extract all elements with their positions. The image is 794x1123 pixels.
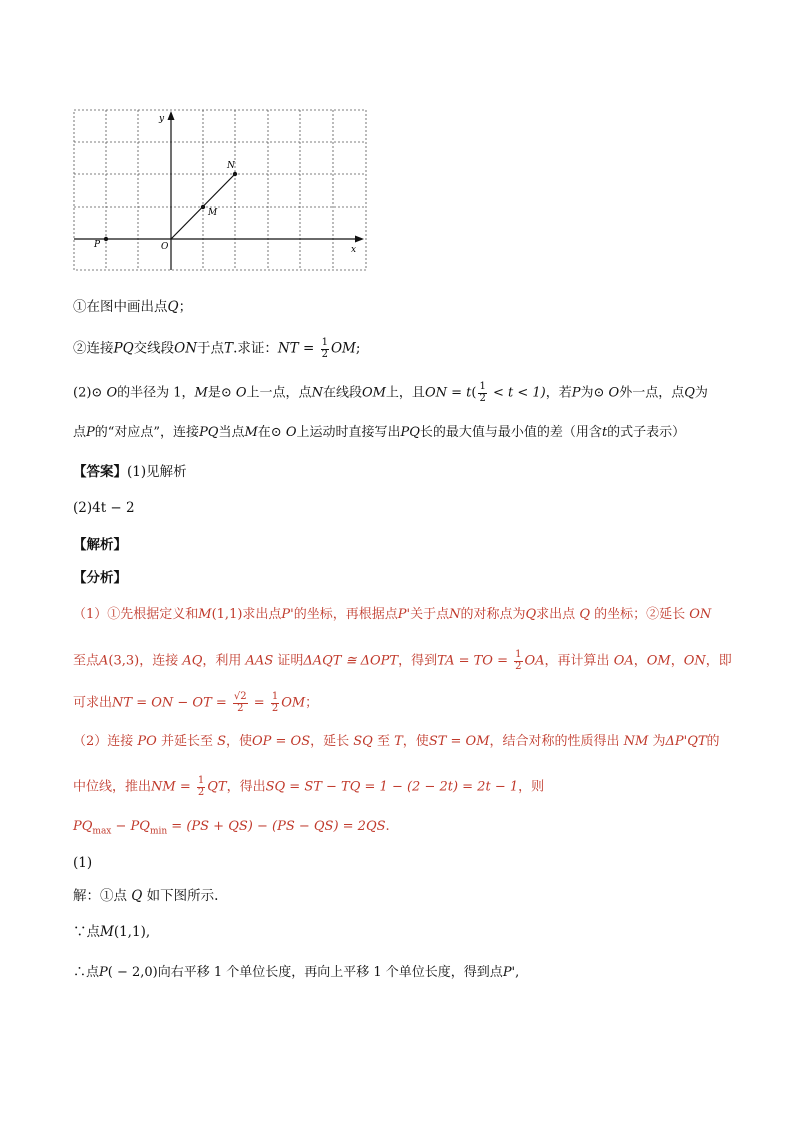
analysis-line-1: （1）①先根据定义和M(1,1)求出点P'的坐标，再根据点P'关于点N的对称点为Q求出点 Q 的坐标；②延长 ON: [73, 607, 712, 622]
point-P: [104, 237, 108, 241]
fraction: $\frac{1}{2}$: [321, 337, 328, 360]
point-M-label: M: [208, 208, 218, 218]
fraction: $\frac{1}{2}$: [271, 691, 279, 714]
fraction: $\frac{1}{2}$: [479, 381, 486, 404]
solution-line-1: 解：①点 Q 如下图所示.: [73, 888, 219, 904]
part-1-label: (1): [73, 855, 93, 871]
answer-line-2: (2)4t − 2: [73, 500, 135, 516]
analysis-line-4: （2）连接 PO 并延长至 S，使OP = OS，延长 SQ 至 T，使ST = OM，结合对称的性质得出 NM 为ΔP'QT的: [73, 734, 720, 749]
fraction: $\frac{1}{2}$: [515, 649, 522, 672]
point-P-label: P: [94, 240, 101, 250]
x-axis-label: x: [351, 245, 357, 255]
answer-line-1: 【答案】(1)见解析: [73, 464, 187, 480]
question-2-line-2: 点P的“对应点”，连接PQ当点M在⊙ O上运动时直接写出PQ长的最大值与最小值的差（用含t的式子表示）: [73, 425, 686, 440]
point-M: [201, 205, 205, 209]
y-axis-arrow: [168, 111, 175, 120]
coordinate-grid-figure: [72, 108, 368, 272]
point-N: [233, 172, 237, 176]
analysis-line-6: $PQ_{max} - PQ_{min} = (PS + QS) - (PS - QS) = 2QS$.: [73, 819, 390, 837]
question-2-line-1: (2)⊙ O的半径为 1，M是⊙ O上一点，点N在线段OM上，且ON = t( $\frac{1}{2}$ < t < 1)，若P为⊙ O外一点，点Q为: [73, 381, 708, 404]
solution-line-2: ∵点M(1,1),: [73, 924, 151, 940]
point-N-label: N: [227, 161, 235, 171]
analysis-line-5: 中位线，推出NM = $\frac{1}{2}$ QT，得出SQ = ST − TQ = 1 − (2 − 2t) = 2t − 1，则: [73, 775, 545, 798]
y-axis-label: y: [159, 114, 165, 124]
fenxi-heading: 【分析】: [73, 570, 127, 586]
question-1-part-2: ②连接PQ交线段ON于点T.求证：NT = $\frac{1}{2}$ OM;: [73, 337, 361, 360]
fraction: $\frac{√2}{2}$: [233, 691, 247, 714]
origin-label: O: [161, 242, 169, 252]
fraction: $\frac{1}{2}$: [197, 775, 205, 798]
analysis-line-3: 可求出NT = ON − OT = $\frac{√2}{2}$ = $\frac{1}{2}$ OM；: [73, 691, 319, 714]
question-1-part-1: ①在图中画出点Q；: [73, 299, 193, 315]
solution-line-3: ∴点P( − 2,0)向右平移 1 个单位长度，再向上平移 1 个单位长度，得到点P',: [73, 965, 520, 980]
x-axis-arrow: [355, 236, 364, 243]
jiexi-heading: 【解析】: [73, 537, 127, 553]
analysis-line-2: 至点A(3,3)，连接 AQ，利用 AAS 证明ΔAQT ≅ ΔOPT，得到TA = TO = $\frac{1}{2}$ OA，再计算出 OA，OM，ON，即: [73, 649, 732, 672]
